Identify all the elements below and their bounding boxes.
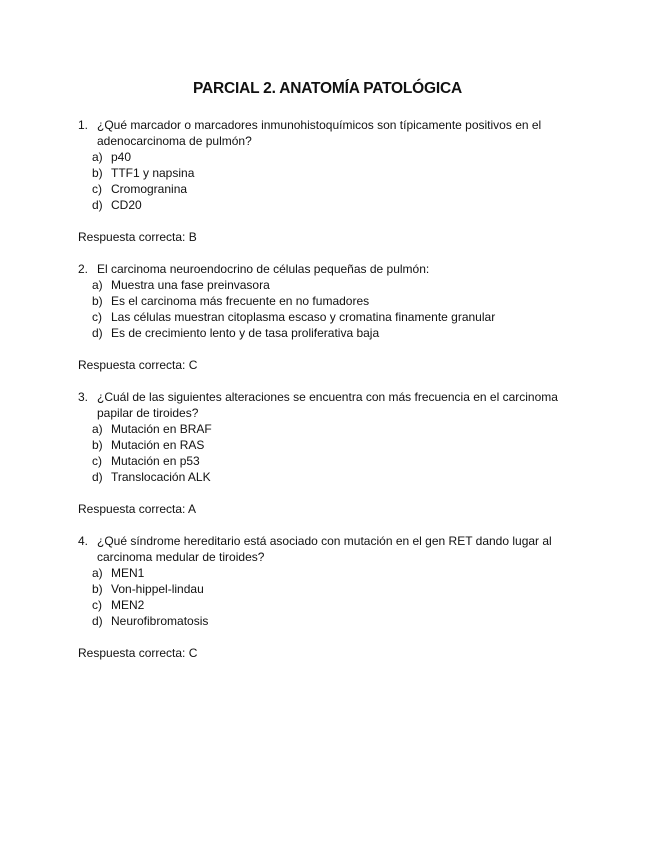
option-c — [92, 309, 578, 325]
option-letter: c) — [92, 454, 102, 468]
option-d — [92, 613, 578, 629]
option-a — [92, 565, 578, 581]
option-text: Mutación en p53 — [111, 454, 200, 468]
option-a — [92, 149, 578, 165]
question-stem — [78, 389, 578, 421]
options-list — [92, 421, 578, 485]
option-b — [92, 437, 578, 453]
option-text: Mutación en RAS — [111, 438, 205, 452]
option-d — [92, 197, 578, 213]
option-text: Las células muestran citoplasma escaso y cromatina finamente granular — [111, 310, 496, 324]
options-list — [92, 277, 578, 341]
option-letter: a) — [92, 278, 103, 292]
correct-answer: Respuesta correcta: C — [78, 358, 198, 372]
options-list — [92, 565, 578, 629]
option-letter: d) — [92, 470, 103, 484]
option-text: Von-hippel-lindau — [111, 582, 204, 596]
correct-answer: Respuesta correcta: A — [78, 502, 197, 516]
question-stem — [78, 533, 578, 565]
option-letter: c) — [92, 598, 102, 612]
option-c — [92, 597, 578, 613]
option-text: Es el carcinoma más frecuente en no fumadores — [111, 294, 370, 308]
question-number: 2. — [78, 262, 89, 276]
question-stem — [78, 117, 578, 149]
question-text: ¿Cuál de las siguientes alteraciones se encuentra con más frecuencia en el carcinoma papilar de tiroides? — [97, 390, 558, 420]
option-text: Es de crecimiento lento y de tasa proliferativa baja — [111, 326, 380, 340]
option-d — [92, 469, 578, 485]
question-text: ¿Qué síndrome hereditario está asociado con mutación en el gen RET dando lugar al carcinoma medular de tiroides? — [97, 534, 552, 564]
options-list — [92, 149, 578, 213]
option-text: CD20 — [111, 198, 142, 212]
option-letter: a) — [92, 150, 103, 164]
option-letter: c) — [92, 310, 102, 324]
option-c — [92, 453, 578, 469]
question-4 — [78, 533, 578, 661]
option-letter: d) — [92, 614, 103, 628]
option-letter: c) — [92, 182, 102, 196]
correct-answer: Respuesta correcta: B — [78, 230, 197, 244]
option-c — [92, 181, 578, 197]
option-letter: a) — [92, 566, 103, 580]
option-letter: d) — [92, 198, 103, 212]
option-a — [92, 277, 578, 293]
question-2 — [78, 261, 578, 373]
option-text: Muestra una fase preinvasora — [111, 278, 270, 292]
option-letter: b) — [92, 294, 103, 308]
option-letter: b) — [92, 438, 103, 452]
option-text: Cromogranina — [111, 182, 188, 196]
question-1 — [78, 117, 578, 245]
question-stem — [78, 261, 578, 277]
page-title: PARCIAL 2. ANATOMÍA PATOLÓGICA — [193, 80, 462, 97]
option-text: Neurofibromatosis — [111, 614, 209, 628]
question-3 — [78, 389, 578, 517]
option-text: MEN2 — [111, 598, 145, 612]
question-text: ¿Qué marcador o marcadores inmunohistoquímicos son típicamente positivos en el adenocarcinoma de pulmón? — [97, 118, 542, 148]
option-a — [92, 421, 578, 437]
question-list — [78, 117, 578, 677]
option-text: Mutación en BRAF — [111, 422, 212, 436]
option-letter: b) — [92, 166, 103, 180]
option-text: Translocación ALK — [111, 470, 211, 484]
option-b — [92, 581, 578, 597]
option-text: TTF1 y napsina — [111, 166, 195, 180]
option-b — [92, 293, 578, 309]
option-text: p40 — [111, 150, 132, 164]
option-letter: a) — [92, 422, 103, 436]
question-text: El carcinoma neuroendocrino de células pequeñas de pulmón: — [97, 262, 430, 276]
question-number: 3. — [78, 390, 89, 404]
option-letter: b) — [92, 582, 103, 596]
question-number: 4. — [78, 534, 89, 548]
option-d — [92, 325, 578, 341]
option-letter: d) — [92, 326, 103, 340]
question-number: 1. — [78, 118, 89, 132]
option-text: MEN1 — [111, 566, 145, 580]
correct-answer: Respuesta correcta: C — [78, 646, 198, 660]
option-b — [92, 165, 578, 181]
